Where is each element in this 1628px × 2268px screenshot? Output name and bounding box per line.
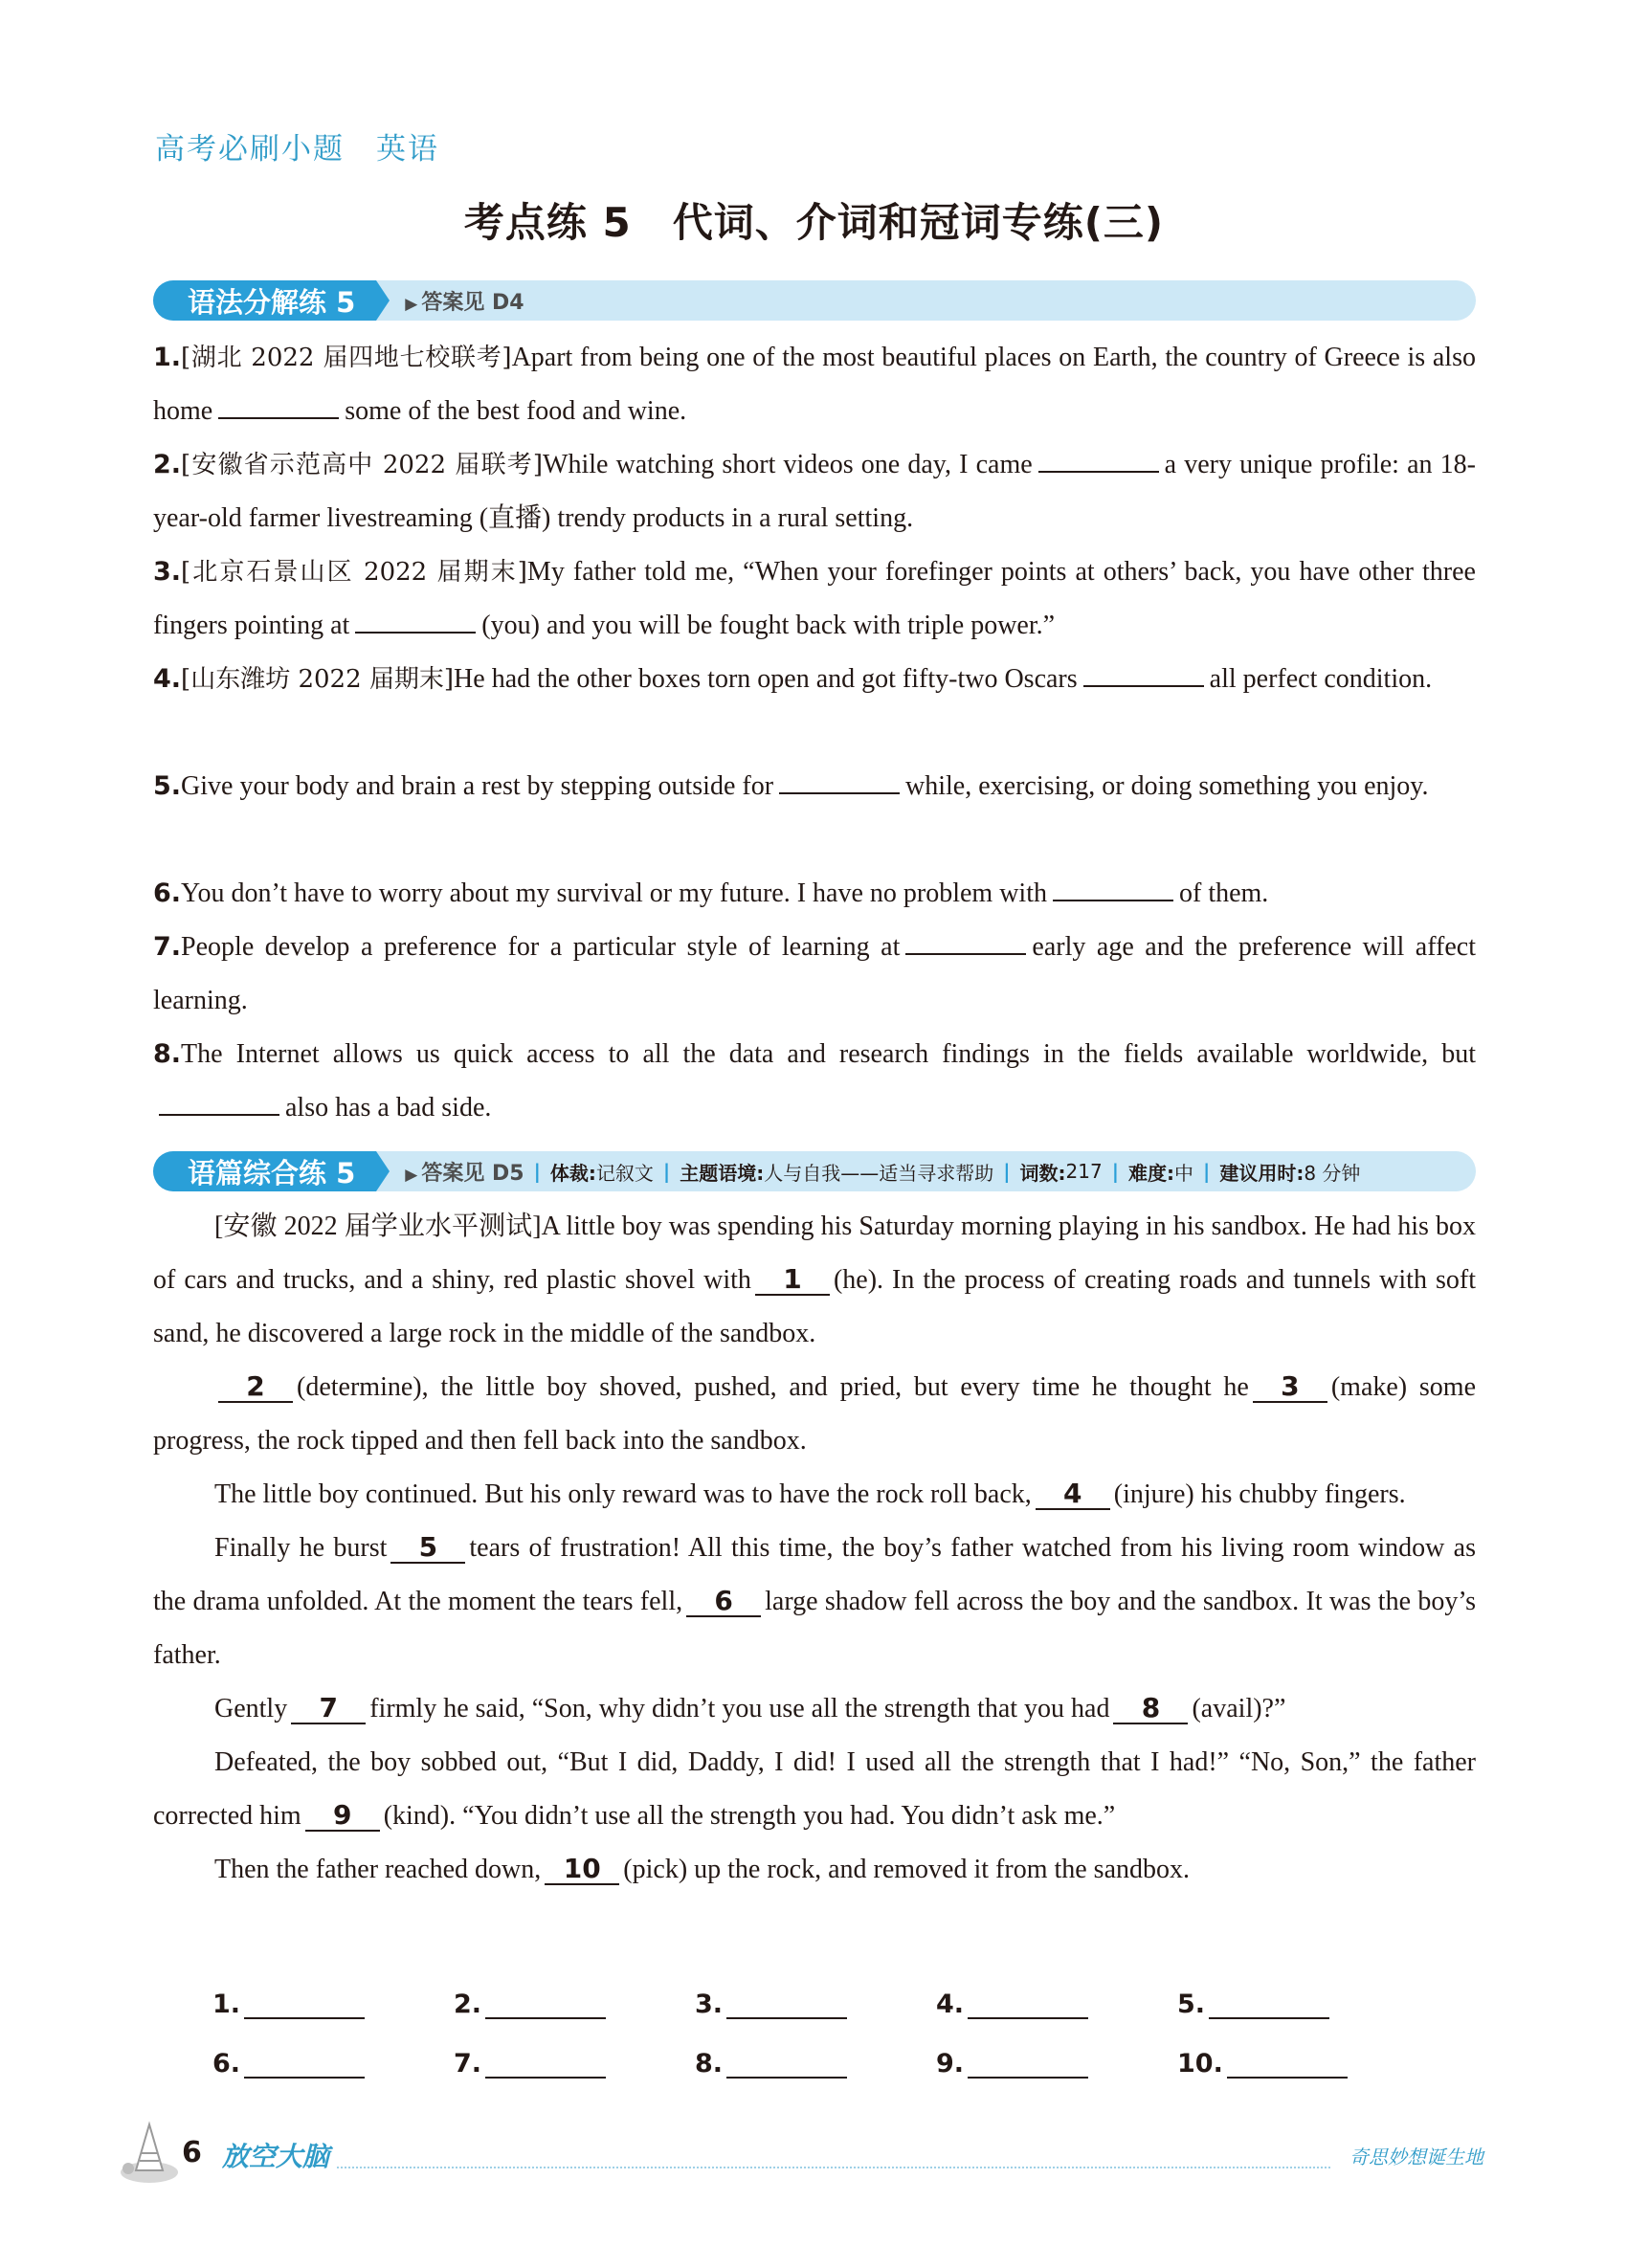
question-item <box>153 921 1476 1028</box>
question-number: 2. <box>153 450 182 479</box>
question-source: [湖北 2022 届四地七校联考] <box>181 344 512 372</box>
passage-blank[interactable]: 2 <box>218 1372 293 1403</box>
question-text: You don’t have to worry about my survival or my future. I have no problem with <box>181 878 1047 908</box>
play-triangle-icon: ▶ <box>405 294 418 314</box>
passage-blank[interactable]: 6 <box>686 1587 761 1617</box>
question-text: Give your body and brain a rest by stepping outside for <box>181 771 774 801</box>
section-bar-passage <box>153 1151 1476 1191</box>
question-number: 5. <box>153 771 182 801</box>
passage-paragraph: Finally he burst 5 tears of frustration! All this time, the boy’s father watched from his living room window as the drama unfolded. At the moment the tears fell, 6 large shadow fell across the boy and the sandbox. It was the boy’s father. <box>153 1531 1477 1670</box>
passage-blank[interactable]: 10 <box>545 1855 619 1885</box>
answer-slot[interactable]: 1. <box>212 1990 454 2019</box>
answer-slot[interactable]: 10. <box>1177 2049 1418 2079</box>
question-source: [北京石景山区 2022 届期末] <box>181 558 527 587</box>
passage-meta: | 体裁: 记叙文 | 主题语境: 人与自我——适当寻求帮助 | 词数: 217 | 难度: 中 | 建议用时: 8 分钟 <box>524 1158 1361 1186</box>
meta-label: 体裁: <box>549 1161 596 1185</box>
page-footer <box>115 2115 1483 2191</box>
section-badge: 语篇综合练 5 <box>153 1151 376 1191</box>
question-text: People develop a preference for a particular style of learning at <box>181 932 901 962</box>
play-triangle-icon: ▶ <box>405 1165 418 1185</box>
question-item <box>153 331 1476 438</box>
answer-reference: ▶ 答案见 D5 <box>405 1161 524 1186</box>
book-tag: 高考必刷小题 英语 <box>155 132 439 167</box>
answer-blank[interactable] <box>779 767 900 794</box>
question-source: [安徽省示范高中 2022 届联考] <box>181 451 544 479</box>
question-text: Apart from being one of the most beautiful places on Earth, the country of Greece is also home <box>153 343 1476 426</box>
answer-blank[interactable] <box>1038 446 1159 473</box>
answer-slot[interactable]: 2. <box>454 1990 695 2019</box>
meta-label: 建议用时: <box>1219 1161 1305 1185</box>
question-item <box>153 1028 1476 1135</box>
question-item <box>153 653 1476 706</box>
passage-paragraph: Gently 7 firmly he said, “Son, why didn’t you use all the strength that you had 8 (avail)?” <box>214 1692 1286 1723</box>
answer-reference: ▶ 答案见 D4 <box>405 290 524 315</box>
answer-row <box>212 1960 1418 2019</box>
page-number: 6 <box>182 2136 202 2169</box>
meta-value: 人与自我——适当寻求帮助 <box>764 1161 994 1185</box>
question-text: While watching short videos one day, I came <box>543 450 1033 479</box>
meta-value: 8 分钟 <box>1304 1161 1361 1185</box>
question-text: He had the other boxes torn open and got fifty-two Oscars <box>454 664 1078 694</box>
question-text: some of the best food and wine. <box>345 396 687 426</box>
answer-blank[interactable] <box>1083 660 1204 687</box>
passage-paragraph: The little boy continued. But his only reward was to have the rock roll back, 4 (injure) his chubby fingers. <box>214 1478 1406 1509</box>
question-text: all perfect condition. <box>1209 664 1433 694</box>
section-badge: 语法分解练 5 <box>153 280 376 321</box>
question-item <box>153 760 1476 813</box>
meta-label: 主题语境: <box>680 1161 765 1185</box>
page-title: 考点练 5 代词、介词和冠词专练(三) <box>463 199 1165 246</box>
answer-grid <box>212 1960 1418 2079</box>
passage-paragraph: [安徽 2022 届学业水平测试]A little boy was spending his Saturday morning playing in his sandbox. He had his box of cars and trucks, and a shiny, red plastic shovel with 1 (he). In the process of creating roads and tunnels with soft sand, he discovered a large rock in the middle of the sandbox. <box>153 1212 1476 1348</box>
question-number: 7. <box>153 932 182 962</box>
question-text: (you) and you will be fought back with triple power.” <box>481 611 1056 640</box>
passage-source: [安徽 2022 届学业水平测试] <box>214 1212 542 1241</box>
question-text: My father told me, “When your forefinger points at others’ back, you have other three fingers pointing at <box>153 557 1476 640</box>
question-number: 8. <box>153 1039 182 1069</box>
question-number: 3. <box>153 557 182 587</box>
question-text: The Internet allows us quick access to all the data and research findings in the fields available worldwide, but <box>181 1039 1476 1069</box>
meta-value: 217 <box>1065 1160 1103 1183</box>
meta-value: 记叙文 <box>595 1161 654 1185</box>
question-item <box>153 438 1476 545</box>
question-source: [山东潍坊 2022 届期末] <box>181 665 455 694</box>
question-text: also has a bad side. <box>285 1093 492 1123</box>
answer-slot[interactable]: 5. <box>1177 1990 1418 2019</box>
question-text: while, exercising, or doing something you enjoy. <box>905 771 1429 801</box>
question-item <box>153 867 1476 921</box>
answer-blank[interactable] <box>1053 875 1173 901</box>
passage-paragraph: 2 (determine), the little boy shoved, pushed, and pried, but every time he thought he 3 (make) some progress, the rock tipped and then fell back into the sandbox. <box>153 1370 1476 1456</box>
answer-slot[interactable]: 4. <box>936 1990 1177 2019</box>
passage-blank[interactable]: 7 <box>291 1694 366 1724</box>
question-text: early age and the preference will affect learning. <box>153 932 1476 1015</box>
question-number: 1. <box>153 343 182 372</box>
answer-slot[interactable]: 7. <box>454 2049 695 2079</box>
passage-blank[interactable]: 9 <box>305 1801 380 1832</box>
passage-blank[interactable]: 4 <box>1036 1479 1110 1510</box>
answer-blank[interactable] <box>218 392 339 419</box>
meta-label: 难度: <box>1128 1161 1175 1185</box>
answer-slot[interactable]: 9. <box>936 2049 1177 2079</box>
footer-slogan: 奇思妙想诞生地 <box>1349 2146 1483 2168</box>
passage-blank[interactable]: 1 <box>755 1265 830 1296</box>
passage-blank[interactable]: 8 <box>1113 1694 1188 1724</box>
answer-blank[interactable] <box>905 928 1026 955</box>
meta-label: 词数: <box>1019 1161 1066 1185</box>
answer-row <box>212 2019 1418 2079</box>
passage-blank[interactable]: 3 <box>1253 1372 1327 1403</box>
meta-value: 中 <box>1174 1161 1194 1185</box>
footer-divider <box>337 2167 1330 2168</box>
passage-paragraph: Then the father reached down, 10 (pick) up the rock, and removed it from the sandbox. <box>214 1853 1190 1884</box>
question-text: a very unique profile: an 18-year-old farmer livestreaming (直播) trendy products in a rural setting. <box>153 450 1476 533</box>
question-number: 6. <box>153 878 182 908</box>
answer-blank[interactable] <box>355 607 476 634</box>
passage-blank[interactable]: 5 <box>390 1533 465 1564</box>
answer-blank[interactable] <box>159 1089 279 1116</box>
question-item <box>153 545 1476 653</box>
footer-brand: 放空大脑 <box>222 2141 330 2172</box>
question-text: of them. <box>1179 878 1269 908</box>
passage-paragraph: Defeated, the boy sobbed out, “But I did, Daddy, I did! I used all the strength that I had!” “No, Son,” the father corrected him 9 (kind). “You didn’t use all the strength you had. You didn’t ask me.” <box>153 1747 1476 1831</box>
answer-slot[interactable]: 8. <box>695 2049 936 2079</box>
passage <box>153 1200 1476 1897</box>
question-number: 4. <box>153 664 182 694</box>
answer-slot[interactable]: 6. <box>212 2049 454 2079</box>
answer-slot[interactable]: 3. <box>695 1990 936 2019</box>
section-bar-grammar <box>153 280 1476 321</box>
snail-logo-icon <box>115 2115 182 2186</box>
